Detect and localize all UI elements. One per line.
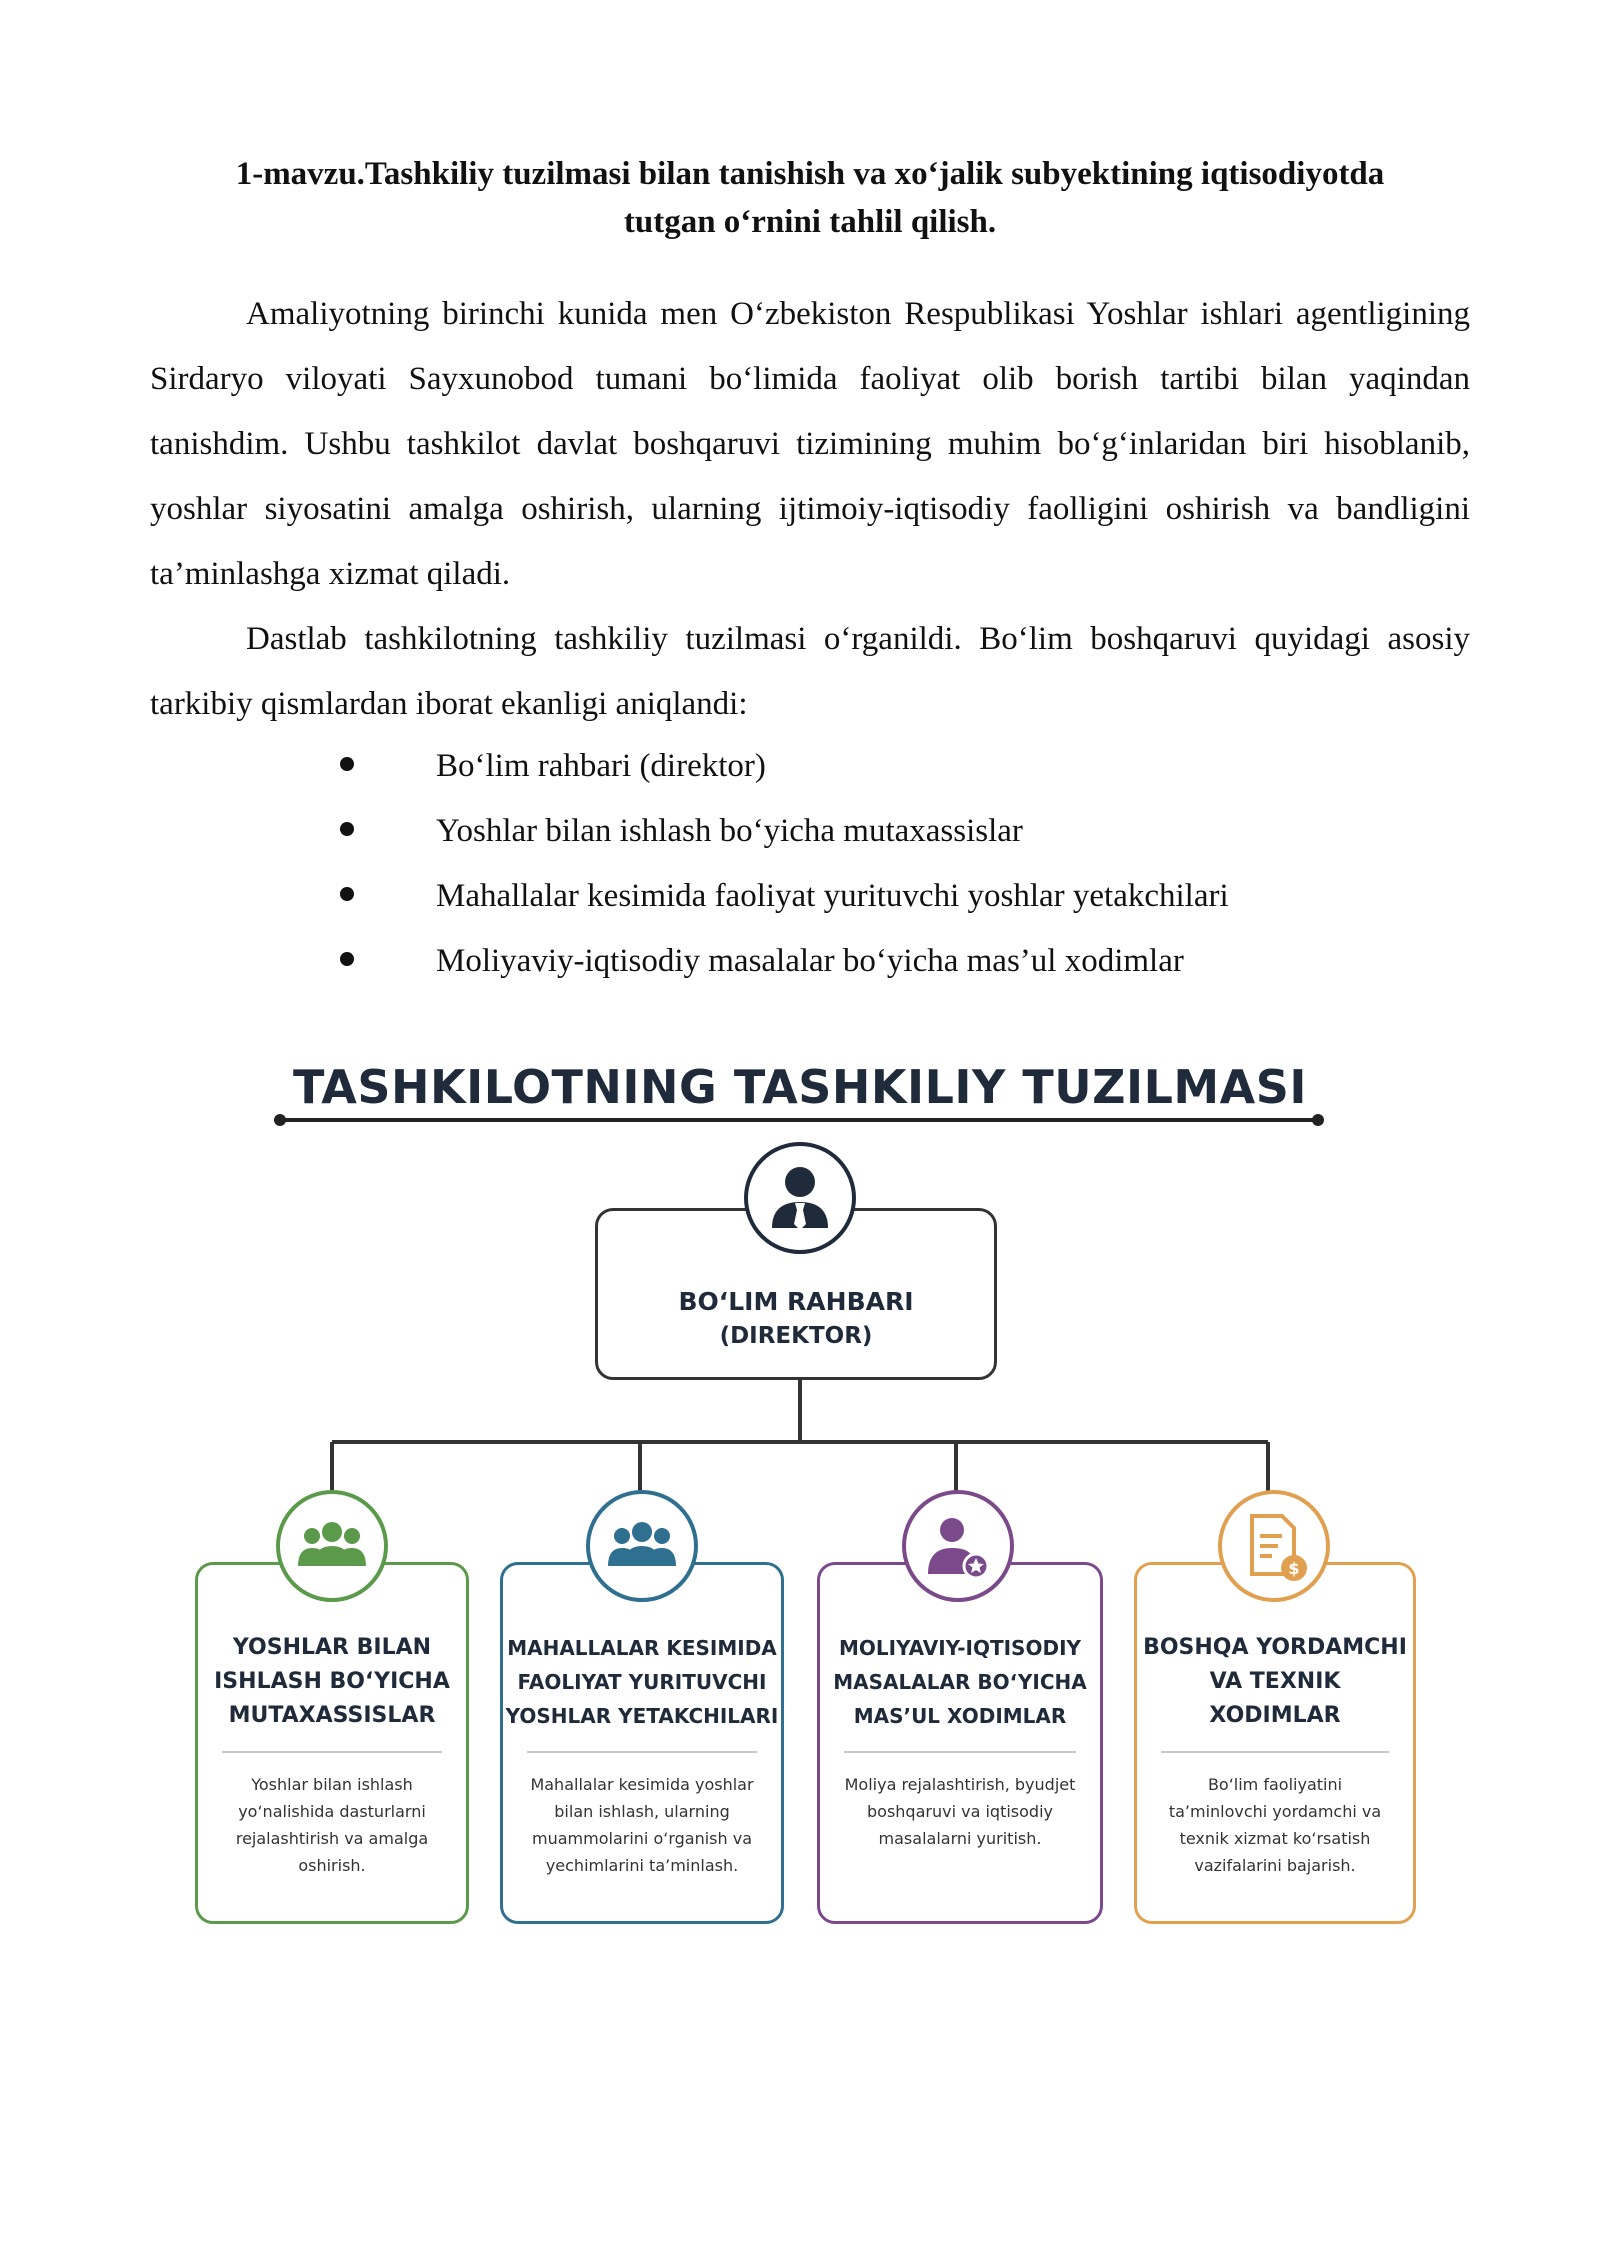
list-item: Mahallalar kesimida faoliyat yurituvchi yoshlar yetakchilari — [340, 864, 1440, 929]
divider — [527, 1751, 757, 1753]
group-icon — [280, 1494, 384, 1598]
list-item: Moliyaviy-iqtisodiy masalalar bo‘yicha mas’ul xodimlar — [340, 929, 1440, 994]
divider — [222, 1751, 442, 1753]
unit-card-support: BOSHQA YORDAMCHI VA TEXNIK XODIMLAR Bo‘lim faoliyatini ta’minlovchi yordamchi va texnik xizmat ko‘rsatish vazifalarini bajarish. — [1134, 1562, 1416, 1924]
page-heading — [150, 150, 1470, 246]
bullet-icon — [340, 952, 354, 966]
unit-icon-circle — [902, 1490, 1014, 1602]
bullet-icon — [340, 887, 354, 901]
org-chart-title: TASHKILOTNING TASHKILIY TUZILMASI — [292, 1060, 1307, 1114]
heading-line-2: tutgan o‘rnini tahlil qilish. — [623, 204, 997, 240]
director-subtitle: (DIREKTOR) — [719, 1323, 873, 1349]
unit-card-specialists: YOSHLAR BILAN ISHLASH BO‘YICHA MUTAXASSISLAR Yoshlar bilan ishlash yo‘nalishida dasturlarni rejalashtirish va amalga oshirish. — [195, 1562, 469, 1924]
unit-description: Bo‘lim faoliyatini ta’minlovchi yordamchi va texnik xizmat ko‘rsatish vazifalarini bajarish. — [1168, 1775, 1382, 1875]
document-coin-icon — [1222, 1494, 1326, 1598]
person-tie-icon — [748, 1146, 852, 1250]
unit-description: Mahallalar kesimida yoshlar bilan ishlash, ularning muammolarini o‘rganish va yechimlarini ta’minlash. — [530, 1775, 754, 1875]
bullet-icon — [340, 822, 354, 836]
group-icon — [590, 1494, 694, 1598]
unit-card-finance: MOLIYAVIY-IQTISODIY MASALALAR BO‘YICHA MAS’UL XODIMLAR Moliya rejalashtirish, byudjet boshqaruvi va iqtisodiy masalalarni yuritish. — [817, 1562, 1103, 1924]
paragraph-2: Dastlab tashkilotning tashkiliy tuzilmasi o‘rganildi. Bo‘lim boshqaruvi quyidagi asosiy tarkibiy qismlardan iborat ekanligi aniqlandi: — [150, 621, 1470, 722]
unit-icon-circle — [586, 1490, 698, 1602]
divider — [844, 1751, 1076, 1753]
director-icon-circle — [744, 1142, 856, 1254]
divider — [1161, 1751, 1389, 1753]
unit-card-leaders: MAHALLALAR KESIMIDA FAOLIYAT YURITUVCHI YOSHLAR YETAKCHILARI Mahallalar kesimida yoshlar bilan ishlash, ularning muammolarini o‘rganish va yechimlarini ta’minlash. — [500, 1562, 784, 1924]
unit-description: Moliya rejalashtirish, byudjet boshqaruvi va iqtisodiy masalalarni yuritish. — [844, 1775, 1076, 1848]
bullet-icon — [340, 757, 354, 771]
unit-icon-circle — [1218, 1490, 1330, 1602]
paragraph-1: Amaliyotning birinchi kunida men O‘zbekiston Respublikasi Yoshlar ishlari agentligining Sirdaryo viloyati Sayxunobod tumani bo‘limida faoliyat olib borish tartibi bilan yaqindan tanishdim. Ushbu tashkilot davlat boshqaruvi tizimining muhim bo‘g‘inlaridan biri hisoblanib, yoshlar siyosatini amalga oshirish, ularning ijtimoiy-iqtisodiy faolligini oshirish va bandligini ta’minlashga xizmat qiladi. — [150, 296, 1470, 592]
org-chart — [150, 1040, 1450, 1960]
svg-text:$: $ — [1288, 1559, 1300, 1578]
list-item: Yoshlar bilan ishlash bo‘yicha mutaxassislar — [340, 799, 1440, 864]
unit-icon-circle — [276, 1490, 388, 1602]
structure-list — [340, 734, 1440, 994]
person-badge-icon — [906, 1494, 1010, 1598]
list-item: Bo‘lim rahbari (direktor) — [340, 734, 1440, 799]
unit-description: Yoshlar bilan ishlash yo‘nalishida dasturlarni rejalashtirish va amalga oshirish. — [235, 1775, 429, 1875]
heading-line-1: 1-mavzu.Tashkiliy tuzilmasi bilan tanishish va xo‘jalik subyektining iqtisodiyotda — [235, 156, 1385, 192]
director-title: BO‘LIM RAHBARI — [678, 1287, 914, 1316]
